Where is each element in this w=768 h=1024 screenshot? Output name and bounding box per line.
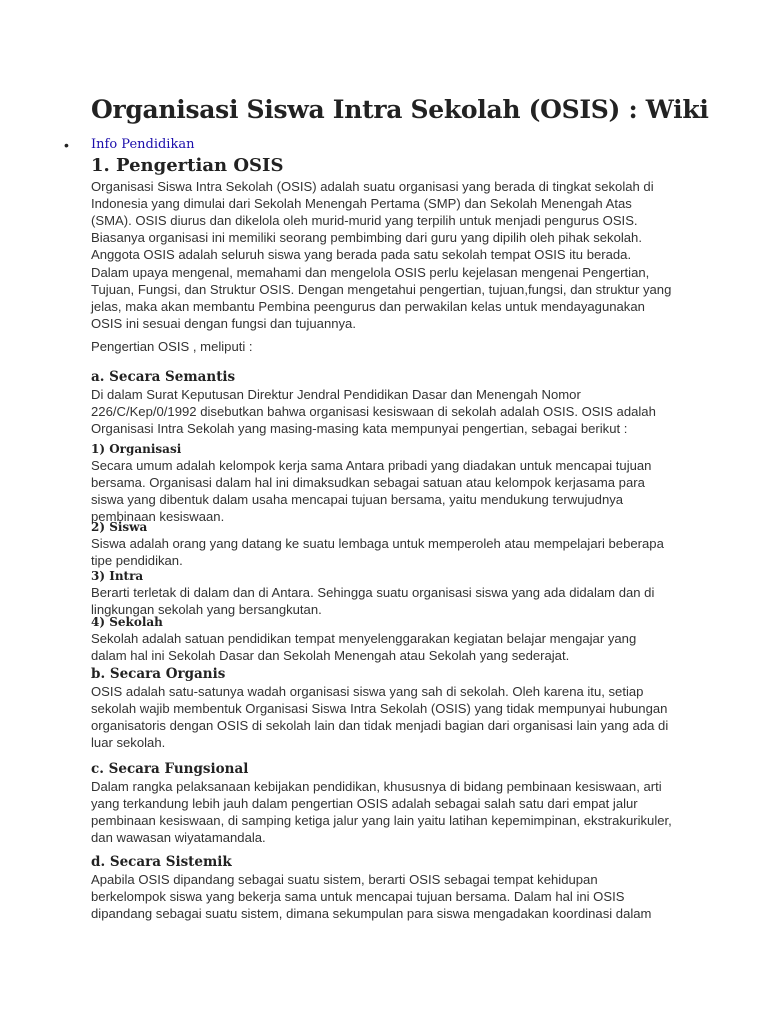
text-line: 226/C/Kep/0/1992 disebutkan bahwa organisasi kesiswaan di sekolah adalah OSIS. OSIS adalah <box>91 404 656 419</box>
text-line: Sekolah adalah satuan pendidikan tempat menyelenggarakan kegiatan belajar mengajar yang <box>91 631 637 646</box>
text-line: Organisasi Intra Sekolah yang masing-masing kata mempunyai pengertian, sebagai berikut : <box>91 421 628 436</box>
text-line: Di dalam Surat Keputusan Direktur Jendral Pendidikan Dasar dan Menengah Nomor <box>91 387 581 402</box>
info-pendidikan-link[interactable]: Info Pendidikan <box>91 137 195 152</box>
subheading-semantis: a. Secara Semantis <box>91 369 236 385</box>
subheading-fungsional: c. Secara Fungsional <box>91 761 249 777</box>
section-heading-pengertian: 1. Pengertian OSIS <box>91 155 284 176</box>
text-line: dan wawasan wiyatamandala. <box>91 830 266 845</box>
subsection-organis <box>91 665 691 751</box>
text-line: OSIS ini sesuai dengan fungsi dan tujuannya. <box>91 316 356 331</box>
text-line: berkelompok siswa yang bekerja sama untuk mencapai tujuan bersama. Dalam hal ini OSIS <box>91 889 625 904</box>
page-title: Organisasi Siswa Intra Sekolah (OSIS) : Wiki <box>91 95 709 124</box>
text-line: yang terkandung lebih jauh dalam pengertian OSIS adalah sebagai salah satu dari empat jalur <box>91 796 638 811</box>
text-line: Indonesia yang dimulai dari Sekolah Menengah Pertama (SMP) dan Sekolah Menengah Atas <box>91 196 632 211</box>
text-line: Siswa adalah orang yang datang ke suatu lembaga untuk memperoleh atau mempelajari beberapa <box>91 536 664 551</box>
list-bullet: • <box>64 137 69 153</box>
subsection-fungsional <box>91 760 691 846</box>
term-label: 3) Intra <box>91 569 144 583</box>
text-line: Berarti terletak di dalam dan di Antara. Sehingga suatu organisasi siswa yang ada didalam dan di <box>91 585 655 600</box>
text-line: dalam hal ini Sekolah Dasar dan Sekolah Menengah atau Sekolah yang sederajat. <box>91 648 570 663</box>
subsection-semantis <box>91 368 691 437</box>
text-line: dipandang sebagai suatu sistem, dimana sekumpulan para siswa mengadakan koordinasi dalam <box>91 906 652 921</box>
text-line: Dalam upaya mengenal, memahami dan mengelola OSIS perlu kejelasan mengenai Pengertian, <box>91 265 650 280</box>
text-line: Anggota OSIS adalah seluruh siswa yang berada pada satu sekolah tempat OSIS itu berada. <box>91 247 632 262</box>
text-line: Dalam rangka pelaksanaan kebijakan pendidikan, khususnya di bidang pembinaan kesiswaan, arti <box>91 779 662 794</box>
text-line: Biasanya organisasi ini memiliki seorang pembimbing dari guru yang dipilih oleh pihak sekolah. <box>91 230 642 245</box>
term-label: 1) Organisasi <box>91 442 182 456</box>
text-line: jelas, maka akan membantu Pembina peengurus dan perwakilan kelas untuk mendayagunakan <box>91 299 645 314</box>
subheading-sistemik: d. Secara Sistemik <box>91 854 232 870</box>
term-organisasi <box>91 441 691 525</box>
text-line: (SMA). OSIS diurus dan dikelola oleh murid-murid yang terpilih untuk menjadi pengurus OSIS. <box>91 213 638 228</box>
term-label: 2) Siswa <box>91 520 148 534</box>
term-sekolah <box>91 614 691 664</box>
term-siswa <box>91 519 691 569</box>
text-line: luar sekolah. <box>91 735 166 750</box>
text-line: Apabila OSIS dipandang sebagai suatu sistem, berarti OSIS sebagai tempat kehidupan <box>91 872 598 887</box>
text-line: bersama. Organisasi dalam hal ini dimaksudkan sebagai satuan atau kelompok kerjasama para <box>91 475 645 490</box>
text-line: Tujuan, Fungsi, dan Struktur OSIS. Dengan mengetahui pengertian, tujuan,fungsi, dan struktur yang <box>91 282 672 297</box>
text-line: siswa yang dibentuk dalam usaha mencapai tujuan bersama, yaitu mendukung terwujudnya <box>91 492 624 507</box>
term-label: 4) Sekolah <box>91 615 163 629</box>
paragraph-upaya <box>91 264 691 332</box>
text-line: tipe pendidikan. <box>91 553 183 568</box>
text-line: pembinaan kesiswaan. <box>91 509 225 524</box>
text-line: organisatoris dengan OSIS di sekolah lain dan tidak menjadi bagian dari organisasi lain yang ada di <box>91 718 669 733</box>
subheading-organis: b. Secara Organis <box>91 666 226 682</box>
text-line: lingkungan sekolah yang bersangkutan. <box>91 602 322 617</box>
text-line: Secara umum adalah kelompok kerja sama Antara pribadi yang diadakan untuk mencapai tujuan <box>91 458 652 473</box>
text-line: Pengertian OSIS , meliputi : <box>91 339 253 354</box>
text-line: pembinaan kesiswaan, di samping ketiga jalur yang lain yaitu latihan kepemimpinan, ekstrakurikuler, <box>91 813 672 828</box>
paragraph-meliputi <box>91 338 691 355</box>
term-intra <box>91 568 691 618</box>
text-line: sekolah wajib membentuk Organisasi Siswa Intra Sekolah (OSIS) yang tidak mempunyai hubungan <box>91 701 668 716</box>
subsection-sistemik <box>91 853 691 922</box>
text-line: Organisasi Siswa Intra Sekolah (OSIS) adalah suatu organisasi yang berada di tingkat sekolah di <box>91 179 654 194</box>
paragraph-intro <box>91 178 691 263</box>
text-line: OSIS adalah satu-satunya wadah organisasi siswa yang sah di sekolah. Oleh karena itu, setiap <box>91 684 644 699</box>
